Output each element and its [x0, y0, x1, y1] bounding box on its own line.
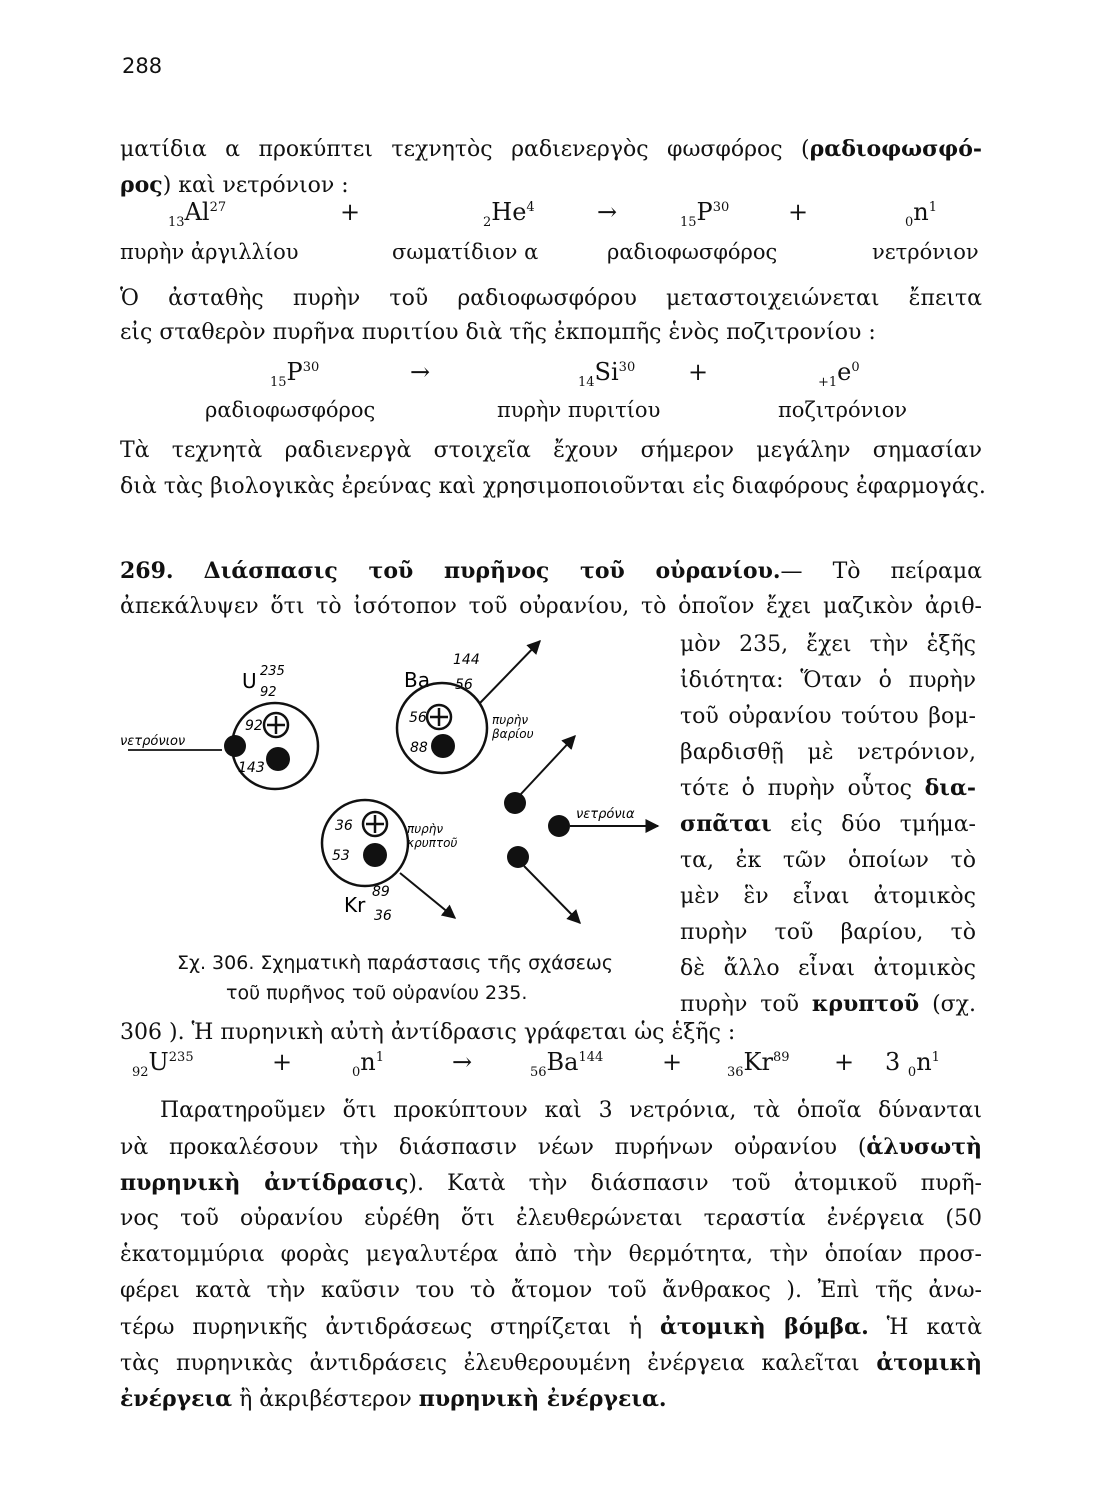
- bold-term: ραδιοφωσφό-: [809, 136, 982, 162]
- text-span: νὰ προκαλέσουν τὴν διάσπασιν νέων πυρήνων οὐρανίου (: [120, 1135, 867, 1160]
- uranium-atomic-number: 92: [260, 685, 277, 700]
- text-line: [680, 770, 976, 807]
- text-line: [120, 1344, 982, 1383]
- krypton-nucleus: [322, 800, 457, 924]
- text-line: τοῦ οὐρανίου τούτου βομ-: [680, 704, 976, 729]
- incoming-neutron: [224, 735, 246, 757]
- bold-term: ἁλυσωτὴ: [866, 1134, 982, 1160]
- equation-term: $_{15}P^{30}$: [270, 358, 320, 390]
- bold-term: ρος: [120, 172, 163, 198]
- page-number: 288: [122, 54, 163, 78]
- bold-term: ἀτομικὴ: [876, 1350, 982, 1376]
- uranium-nucleus: [120, 664, 318, 789]
- bold-term: κρυπτοῦ: [811, 991, 920, 1017]
- neutron-dot: [363, 843, 387, 867]
- equation-term: $_{13}Al^{27}$: [168, 198, 227, 230]
- equation-term: 3 $_0n^1$: [885, 1048, 940, 1080]
- reaction-arrow: →: [597, 198, 618, 226]
- bold-term: ἐνέργεια: [120, 1386, 233, 1412]
- text-line: [120, 1308, 982, 1347]
- text-line: βαρδισθῇ μὲ νετρόνιον,: [680, 740, 976, 765]
- bold-term: δια-: [924, 775, 977, 801]
- text-line: [120, 1380, 982, 1419]
- text-line: τα, ἐκ τῶν ὁποίων τὸ: [680, 848, 976, 873]
- plus-sign: +: [272, 1048, 293, 1076]
- equation-term: $_{14}Si^{30}$: [578, 358, 636, 390]
- equation-label: ραδιοφωσφόρος: [607, 240, 778, 264]
- text-line: εἰς σταθερὸν πυρῆνα πυριτίου διὰ τῆς ἐκπομπῆς ἑνὸς ποζιτρονίου :: [120, 320, 876, 345]
- uranium-symbol: U: [242, 669, 257, 693]
- uranium-proton-count: 92: [245, 718, 263, 734]
- reaction-arrow: →: [410, 358, 431, 386]
- text-line: ἰδιότητα: Ὅταν ὁ πυρὴν: [680, 668, 976, 693]
- bold-term: σπᾶται: [680, 811, 772, 837]
- barium-nucleus: [397, 641, 540, 773]
- barium-symbol: Ba: [404, 668, 430, 692]
- neutron-dot: [431, 734, 455, 758]
- text-line: νος τοῦ οὐρανίου εὑρέθη ὅτι ἐλευθερώνεται τεραστία ἐνέργεια (50: [120, 1206, 982, 1231]
- text-line: [120, 1164, 982, 1203]
- equation-label: σωματίδιον α: [392, 240, 539, 264]
- equation-label: νετρόνιον: [872, 240, 979, 264]
- krypton-neutron-count: 53: [332, 848, 350, 864]
- label-barium-2: βαρίου: [492, 727, 534, 741]
- text-line: [120, 166, 982, 205]
- krypton-mass-number: 89: [372, 884, 390, 900]
- text-span: πυρὴν τοῦ: [680, 992, 800, 1017]
- barium-mass-number: 144: [453, 652, 480, 668]
- reaction-arrow: →: [452, 1048, 473, 1076]
- equation-term: $_0n^1$: [352, 1048, 385, 1080]
- plus-sign: +: [834, 1048, 855, 1076]
- equation-term: $_{15}P^{30}$: [680, 198, 730, 230]
- text-line: πυρὴν τοῦ βαρίου, τὸ: [680, 920, 976, 945]
- equation-term: $_{56}Ba^{144}$: [530, 1048, 604, 1080]
- plus-sign: +: [788, 198, 809, 226]
- plus-sign: +: [688, 358, 709, 386]
- equation-label: πυρὴν πυριτίου: [497, 398, 661, 422]
- equation-term: $_2He^4$: [483, 198, 535, 230]
- text-line: Ὁ ἀσταθὴς πυρὴν τοῦ ραδιοφωσφόρου μεταστοιχειώνεται ἔπειτα: [120, 286, 982, 311]
- text-span: — Τὸ πείραμα: [780, 559, 982, 584]
- figure-caption-line2: τοῦ πυρῆνος τοῦ οὐρανίου 235.: [226, 982, 528, 1004]
- krypton-proton-count: 36: [335, 818, 353, 834]
- barium-neutron-count: 88: [410, 740, 428, 756]
- bold-term: πυρηνικὴ ἀντίδρασις: [120, 1170, 409, 1196]
- figure-caption-line1: Σχ. 306. Σχηματικὴ παράστασις τῆς σχάσεως: [177, 952, 613, 974]
- section-title: Διάσπασις τοῦ πυρῆνος τοῦ οὐρανίου.: [203, 558, 781, 584]
- text-line: διὰ τὰς βιολογικὰς ἐρεύνας καὶ χρησιμοποιοῦνται εἰς διαφόρους ἐφαρμογάς.: [120, 474, 986, 499]
- plus-sign: +: [662, 1048, 683, 1076]
- text-line: [680, 806, 976, 843]
- text-span: τὰς πυρηνικὰς ἀντιδράσεις ἐλευθερουμένη ἐνέργεια καλεῖται: [120, 1351, 860, 1376]
- text-span: τότε ὁ πυρὴν οὗτος: [680, 776, 912, 801]
- text-span: (σχ.: [932, 992, 976, 1017]
- text-span: ματίδια α προκύπτει τεχνητὸς ραδιενεργὸς φωσφόρος (: [120, 137, 810, 162]
- krypton-atomic-number: 36: [374, 908, 392, 924]
- equation-label: ποζιτρόνιον: [778, 398, 908, 422]
- neutron-dot: [266, 747, 290, 771]
- text-line: φέρει κατὰ τὴν καῦσιν του τὸ ἄτομον τοῦ ἄνθρακος ). Ἐπὶ τῆς ἀνω-: [120, 1278, 982, 1303]
- emitted-neutrons: [504, 736, 658, 923]
- bold-term: πυρηνικὴ ἐνέργεια.: [418, 1386, 667, 1412]
- plus-sign: +: [340, 198, 361, 226]
- label-krypton-1: πυρὴν: [407, 822, 444, 836]
- section-heading-line: [120, 552, 982, 591]
- text-line: [120, 1128, 982, 1167]
- text-span: ). Κατὰ τὴν διάσπασιν τοῦ ἀτομικοῦ πυρῆ-: [408, 1171, 982, 1196]
- text-span: ἢ ἀκριβέστερον: [239, 1387, 412, 1412]
- text-line: μὲν ἓν εἶναι ἀτομικὸς: [680, 884, 976, 909]
- barium-atomic-number: 56: [455, 677, 473, 693]
- krypton-symbol: Kr: [344, 893, 366, 917]
- text-span: ) καὶ νετρόνιον :: [162, 173, 349, 198]
- label-barium-1: πυρὴν: [492, 713, 529, 727]
- text-line: 306 ). Ἡ πυρηνικὴ αὐτὴ ἀντίδρασις γράφεται ὡς ἑξῆς :: [120, 1020, 736, 1045]
- text-line: [120, 130, 982, 169]
- equation-term: $_{+1}e^0$: [818, 358, 860, 390]
- text-line: μὸν 235, ἔχει τὴν ἑξῆς: [680, 632, 976, 657]
- equation-label: ραδιοφωσφόρος: [205, 398, 376, 422]
- text-line: Τὰ τεχνητὰ ραδιενεργὰ στοιχεῖα ἔχουν σήμερον μεγάλην σημασίαν: [120, 438, 982, 463]
- text-span: τέρω πυρηνικῆς ἀντιδράσεως στηρίζεται ἡ: [120, 1315, 643, 1340]
- equation-term: $_0n^1$: [905, 198, 938, 230]
- equation-term: $_{36}Kr^{89}$: [727, 1048, 790, 1080]
- text-span: Ἡ κατὰ: [886, 1315, 983, 1340]
- uranium-neutron-count: 143: [238, 760, 265, 776]
- label-neutron-in: νετρόνιον: [120, 734, 186, 749]
- fission-diagram: [110, 628, 670, 938]
- bold-term: ἀτομικὴ βόμβα.: [659, 1314, 869, 1340]
- text-span: εἰς δύο τμήμα-: [790, 812, 976, 837]
- text-line: ἑκατομμύρια φορὰς μεγαλυτέρα ἀπὸ τὴν θερμότητα, τὴν ὁποίαν προσ-: [120, 1242, 982, 1267]
- text-line: Παρατηροῦμεν ὅτι προκύπτουν καὶ 3 νετρόνια, τὰ ὁποῖα δύνανται: [160, 1098, 982, 1123]
- label-neutrons-out: νετρόνια: [576, 807, 635, 822]
- section-number: 269.: [120, 558, 174, 584]
- equation-label: πυρὴν ἀργιλλίου: [120, 240, 299, 264]
- label-krypton-2: κρυπτοῦ: [407, 836, 458, 850]
- equation-term: $_{92}U^{235}$: [132, 1048, 194, 1080]
- text-line: δὲ ἄλλο εἶναι ἀτομικὸς: [680, 956, 976, 981]
- text-line: ἀπεκάλυψεν ὅτι τὸ ἰσότοπον τοῦ οὐρανίου, τὸ ὁποῖον ἔχει μαζικὸν ἀριθ-: [120, 594, 982, 619]
- barium-proton-count: 56: [409, 710, 427, 726]
- uranium-mass-number: 235: [260, 664, 285, 679]
